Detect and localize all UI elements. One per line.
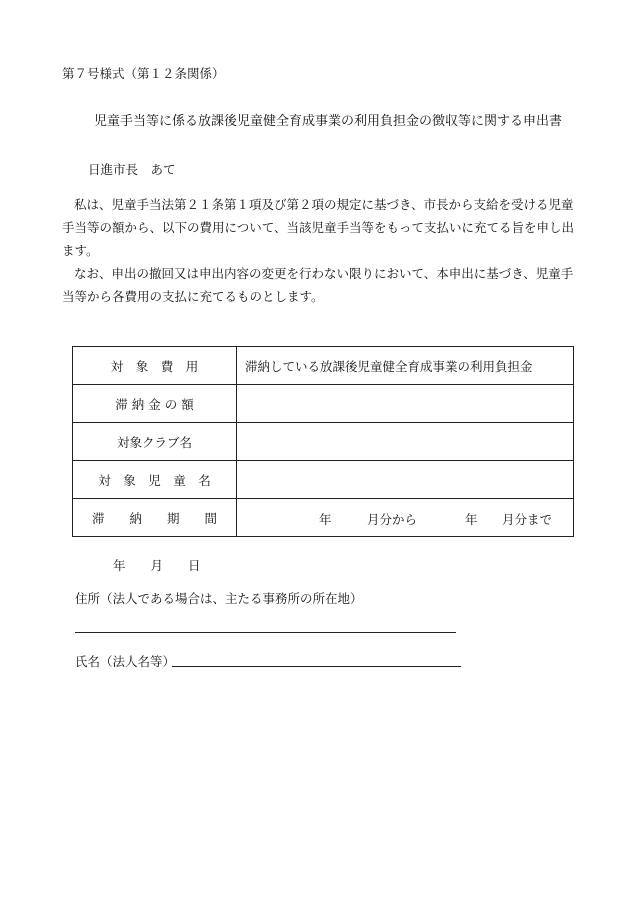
- row-label-club-name: 対象クラブ名: [73, 423, 237, 461]
- declaration-text: 私は、児童手当法第２１条第１項及び第２項の規定に基づき、市長から支給を受ける児童手当等の額から、以下の費用について、当該児童手当等をもって支払いに充てる旨を申し出ます。: [62, 197, 575, 258]
- row-value-target-cost: 滞納している放課後児童健全育成事業の利用負担金: [237, 347, 574, 385]
- table-row: [73, 423, 574, 461]
- withdrawal-paragraph: [62, 262, 582, 308]
- row-label-arrears-period: 滞 納 期 間: [73, 499, 237, 537]
- row-label-child-name: 対 象 児 童 名: [73, 461, 237, 499]
- table-row: [73, 461, 574, 499]
- address-label: 住所（法人である場合は、主たる事務所の所在地）: [75, 591, 363, 606]
- arrears-amount-field[interactable]: [237, 385, 574, 423]
- table-row: [73, 347, 574, 385]
- addressee: 日進市長 あて: [88, 162, 176, 177]
- arrears-period-field[interactable]: [237, 499, 574, 537]
- document-title: 児童手当等に係る放課後児童健全育成事業の利用負担金の徴収等に関する申出書: [94, 114, 563, 129]
- date-line[interactable]: 年 月 日: [113, 558, 201, 573]
- declaration-paragraph: [62, 193, 582, 262]
- application-table: [72, 346, 574, 537]
- period-start-month-unit: 月分から: [367, 512, 418, 527]
- name-label: 氏名（法人名等）: [75, 654, 176, 669]
- row-label-arrears-amount: 滞 納 金 の 額: [73, 385, 237, 423]
- row-label-target-cost: 対 象 費 用: [73, 347, 237, 385]
- name-input-line[interactable]: [172, 666, 461, 667]
- table-row: [73, 385, 574, 423]
- period-end-year-unit: 年: [465, 512, 478, 527]
- table-row: [73, 499, 574, 537]
- form-number: 第７号様式（第１２条関係）: [62, 66, 225, 81]
- child-name-field[interactable]: [237, 461, 574, 499]
- club-name-field[interactable]: [237, 423, 574, 461]
- period-end-month-unit: 月分まで: [502, 512, 553, 527]
- period-start-year-unit: 年: [319, 512, 332, 527]
- withdrawal-text: なお、申出の撤回又は申出内容の変更を行わない限りにおいて、本申出に基づき、児童手当等から各費用の支払に充てるものとします。: [62, 266, 574, 304]
- address-input-line[interactable]: [75, 632, 456, 633]
